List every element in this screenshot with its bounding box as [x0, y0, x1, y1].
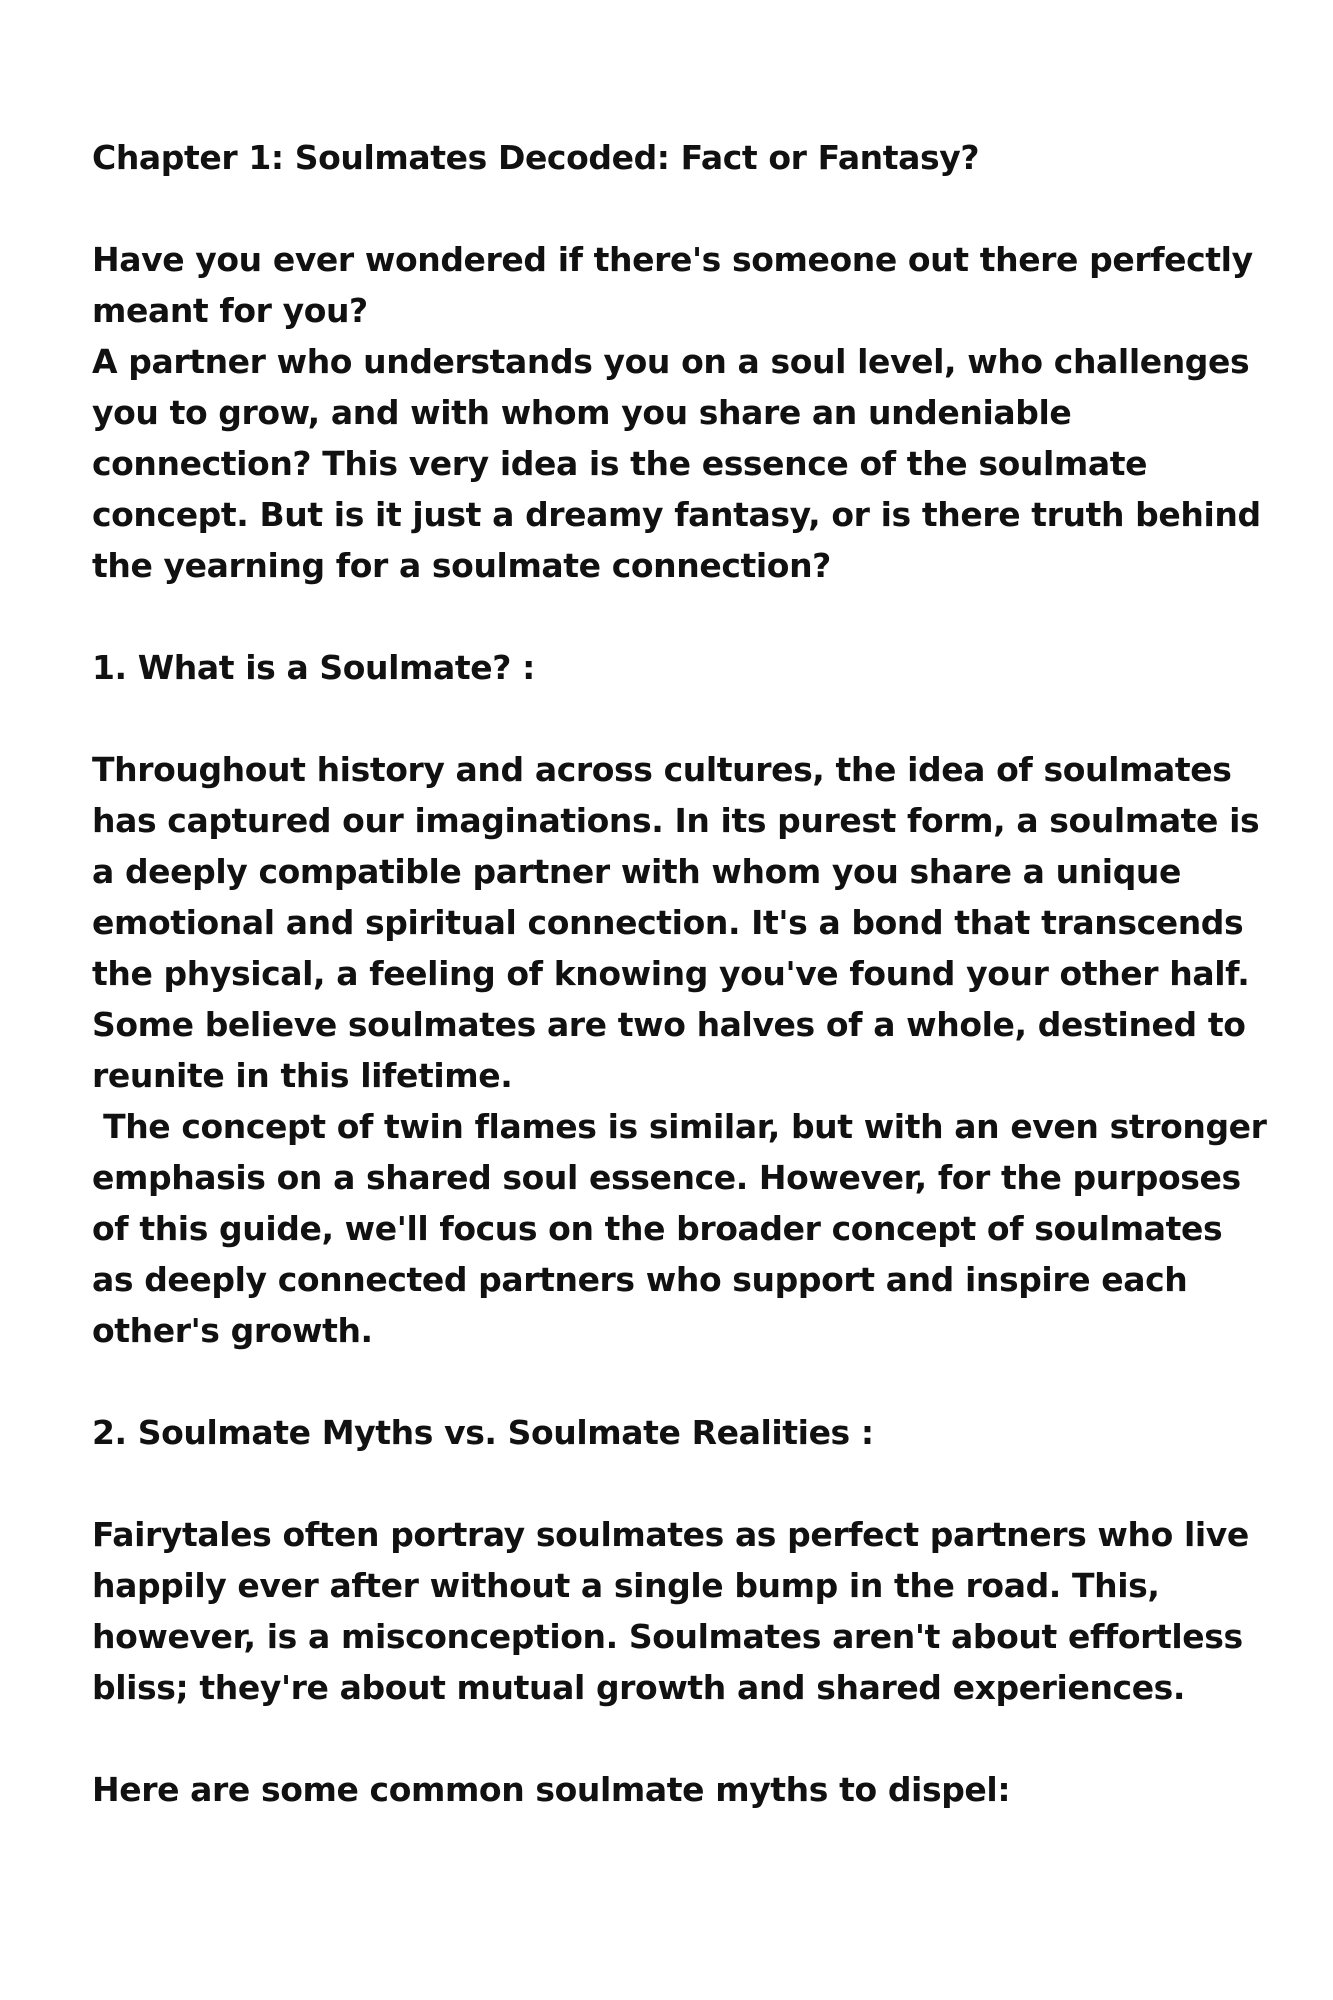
intro-line: connection? This very idea is the essence of the soulmate: [92, 444, 1148, 483]
intro-line: meant for you?: [92, 291, 368, 330]
intro-line: Have you ever wondered if there's someone out there perfectly: [92, 240, 1253, 279]
section1-line: as deeply connected partners who support and inspire each: [92, 1260, 1188, 1299]
section2-line: happily ever after without a single bump in the road. This,: [92, 1566, 1160, 1605]
intro-line: the yearning for a soulmate connection?: [92, 546, 831, 585]
section1-line: reunite in this lifetime.: [92, 1056, 513, 1095]
paragraph-gap: [92, 183, 1272, 234]
section2-line: however, is a misconception. Soulmates aren't about effortless: [92, 1617, 1243, 1656]
section1-line: emphasis on a shared soul essence. However, for the purposes: [92, 1158, 1241, 1197]
section2-line: Fairytales often portray soulmates as perfect partners who live: [92, 1515, 1249, 1554]
section1-line: Some believe soulmates are two halves of a whole, destined to: [92, 1005, 1246, 1044]
section-heading: 1. What is a Soulmate? :: [92, 648, 535, 687]
paragraph-gap: [92, 1356, 1272, 1407]
intro-line: A partner who understands you on a soul level, who challenges: [92, 342, 1250, 381]
section1-line: Throughout history and across cultures, the idea of soulmates: [92, 750, 1232, 789]
section1-line: of this guide, we'll focus on the broader concept of soulmates: [92, 1209, 1223, 1248]
paragraph-gap: [92, 693, 1272, 744]
section1-line: has captured our imaginations. In its purest form, a soulmate is: [92, 801, 1260, 840]
section1-line: emotional and spiritual connection. It's a bond that transcends: [92, 903, 1244, 942]
intro-paragraph: [92, 234, 1272, 591]
paragraph-gap: [92, 1458, 1272, 1509]
paragraph-gap: [92, 591, 1272, 642]
section1-paragraph: [92, 744, 1272, 1356]
chapter-title: Chapter 1: Soulmates Decoded: Fact or Fantasy?: [92, 138, 980, 177]
section1-line: other's growth.: [92, 1311, 373, 1350]
section2-paragraph: [92, 1509, 1272, 1713]
section1-line: the physical, a feeling of knowing you've found your other half.: [92, 954, 1250, 993]
section1-line: The concept of twin flames is similar, but with an even stronger: [92, 1107, 1267, 1146]
paragraph-gap: [92, 1713, 1272, 1764]
intro-line: concept. But is it just a dreamy fantasy, or is there truth behind: [92, 495, 1261, 534]
section2-line: bliss; they're about mutual growth and shared experiences.: [92, 1668, 1186, 1707]
section1-line: a deeply compatible partner with whom you share a unique: [92, 852, 1181, 891]
closing-line: Here are some common soulmate myths to dispel:: [92, 1770, 1011, 1809]
document-body: [92, 132, 1272, 1815]
section-heading: 2. Soulmate Myths vs. Soulmate Realities :: [92, 1413, 874, 1452]
intro-line: you to grow, and with whom you share an undeniable: [92, 393, 1072, 432]
